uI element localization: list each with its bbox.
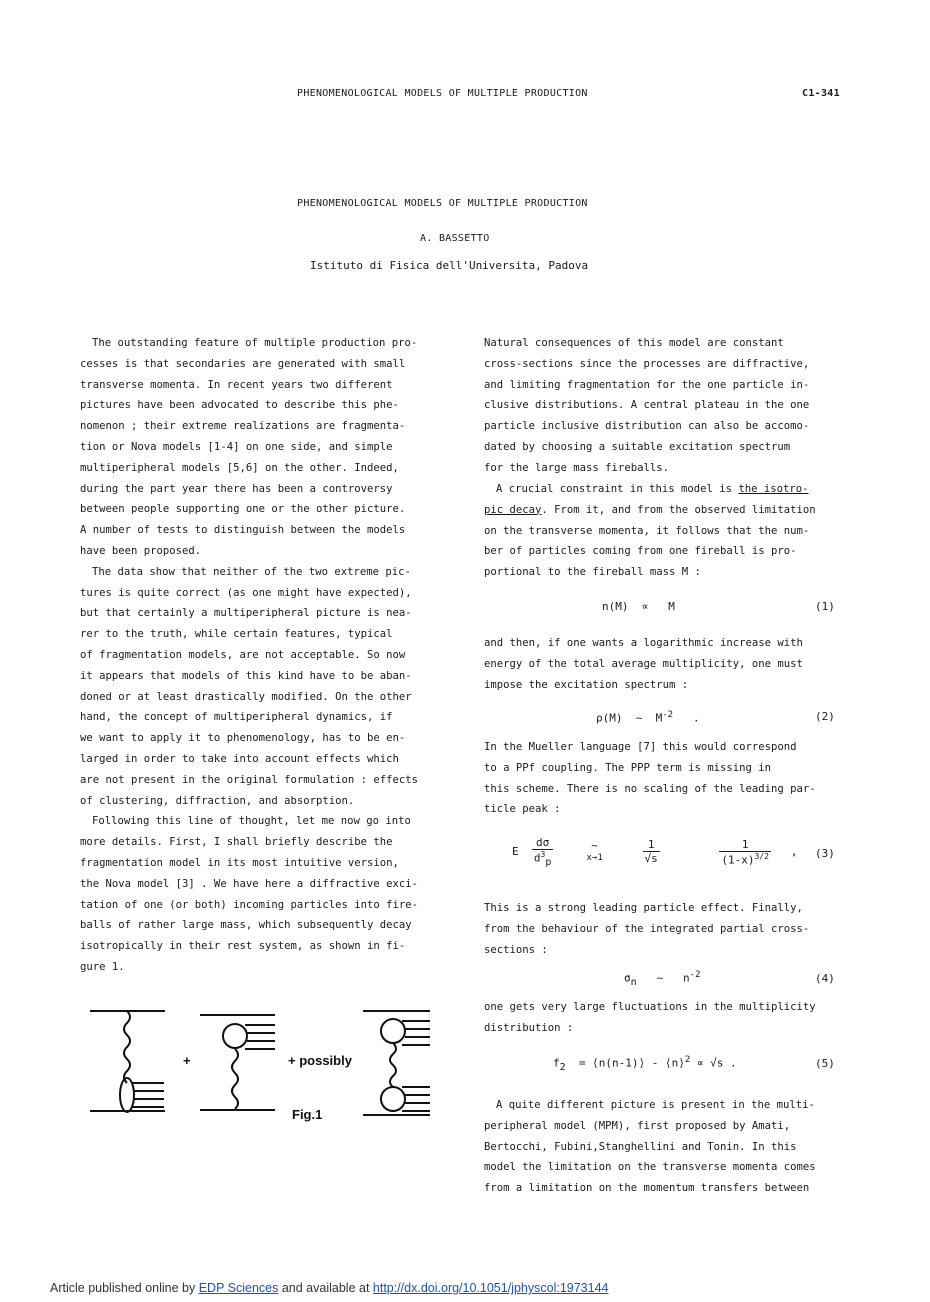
text-line: peripheral model (MPM), first proposed by Amati,	[484, 1119, 791, 1132]
text-line: from a limitation on the momentum transfers between	[484, 1182, 810, 1195]
figure-1	[80, 1003, 440, 1128]
text-line: energy of the total average multiplicity, one must	[484, 657, 803, 670]
equation-1: n(M) ∝ M	[602, 600, 675, 613]
text-line: doned or at least drastically modified. On the other	[80, 690, 412, 703]
text-line: from the behaviour of the integrated partial cross-	[484, 922, 810, 935]
text-line: on the transverse momenta, it follows that the num-	[484, 524, 810, 537]
author: A. BASSETTO	[420, 233, 490, 244]
text-line: A quite different picture is present in the multi-	[496, 1099, 815, 1111]
text-line: model the limitation on the transverse momenta comes	[484, 1161, 816, 1174]
text-line: rer to the truth, while certain features, typical	[80, 628, 393, 641]
doi-link[interactable]: http://dx.doi.org/10.1051/jphyscol:1973144	[372, 1281, 609, 1295]
text-line: fragmentation model in its most intuitive version,	[80, 856, 399, 869]
text-line: tion or Nova models [1-4] on one side, and simple	[80, 440, 393, 453]
text-line: clusive distributions. A central plateau in the one	[484, 399, 810, 412]
text-line: hand, the concept of multiperipheral dynamics, if	[80, 711, 393, 724]
text-line: Bertocchi, Fubini,Stanghellini and Tonin. In this	[484, 1140, 797, 1153]
text-line: tures is quite correct (as one might have expected),	[80, 586, 412, 599]
text-line: cesses is that secondaries are generated with small	[80, 357, 406, 370]
text-line: isotropically in their rest system, as shown in fi-	[80, 940, 406, 953]
text-line: portional to the fireball mass M :	[484, 566, 701, 579]
text-line: tation of one (or both) incoming particles into fire-	[80, 898, 419, 911]
underlined-term: the isotro-	[738, 483, 809, 495]
diagram-fireball-lower	[90, 1011, 165, 1112]
text-line: this scheme. There is no scaling of the leading par-	[484, 782, 816, 795]
text-line: it appears that models of this kind have to be aban-	[80, 669, 412, 682]
diagram-double-fireball	[363, 1011, 430, 1115]
right-paragraph-1	[484, 333, 854, 479]
text-line: are not present in the original formulation : effects	[80, 773, 419, 786]
text-line: of fragmentation models, are not acceptable. So now	[80, 648, 406, 661]
affiliation: Istituto di Fisica dell'Universita, Padova	[310, 259, 589, 272]
figure-caption: Fig.1	[292, 1107, 323, 1122]
equation-1-number: (1)	[815, 600, 835, 613]
text-line: of clustering, diffraction, and absorption.	[80, 794, 355, 807]
right-paragraph-5	[484, 898, 854, 960]
text-line: particle inclusive distribution can also be accomo-	[484, 420, 810, 433]
text-line: nomenon ; their extreme realizations are fragmenta-	[80, 420, 406, 433]
text-line: have been proposed.	[80, 544, 202, 557]
text-line: pictures have been advocated to describe this phe-	[80, 399, 399, 412]
right-paragraph-2: A crucial constraint in this model is the isotro- pic decay. From it, and from the observed limitation on the transverse momenta, it follows that the num- ber of particles coming from one fireball is pro- portional to the fireball mass M :	[484, 479, 854, 583]
plus-sign-1: +	[183, 1053, 191, 1068]
text-line: Following this line of thought, let me now go into	[92, 815, 411, 828]
diagram-fireball-upper	[200, 1015, 275, 1110]
right-paragraph-7	[484, 1095, 854, 1199]
equation-2: ρ(M) ~ $M^{-2}$ .	[596, 710, 700, 725]
text-line: transverse momenta. In recent years two different	[80, 378, 393, 391]
text-line: dated by choosing a suitable excitation spectrum	[484, 440, 791, 453]
text-line: The data show that neither of the two extreme pic-	[92, 565, 411, 578]
text-line: Natural consequences of this model are constant	[484, 337, 784, 349]
text-line: more details. First, I shall briefly describe the	[80, 836, 393, 849]
equation-2-number: (2)	[815, 710, 835, 723]
text-line: gure 1.	[80, 960, 125, 973]
text-line: larged in order to take into account effects which	[80, 752, 399, 765]
text-line: In the Mueller language [7] this would correspond	[484, 741, 797, 753]
running-title: PHENOMENOLOGICAL MODELS OF MULTIPLE PRODUCTION	[297, 88, 588, 99]
edp-sciences-link[interactable]: EDP Sciences	[198, 1281, 279, 1295]
text-line: ber of particles coming from one fireball is pro-	[484, 545, 797, 558]
text-line: for the large mass fireballs.	[484, 461, 669, 474]
text-line: distribution :	[484, 1021, 574, 1034]
equation-4-number: (4)	[815, 972, 835, 985]
text-line: the Nova model [3] . We have here a diffractive exci-	[80, 877, 419, 890]
text-line: multiperipheral models [5,6] on the other. Indeed,	[80, 461, 399, 474]
text-line: sections :	[484, 943, 548, 956]
text-line: we want to apply it to phenomenology, has to be en-	[80, 732, 406, 745]
equation-3: E $\frac{d\sigma}{d^3_p}$ ~ x→1 $\frac{1}{√s}$ $\frac{1}{(1-x)^{3/2}}$ ,	[512, 836, 798, 868]
right-paragraph-3	[484, 633, 854, 695]
text-line: cross-sections since the processes are diffractive,	[484, 357, 810, 370]
text-line: one gets very large fluctuations in the multiplicity	[484, 1001, 816, 1013]
text-line: to a PPf coupling. The PPP term is missing in	[484, 761, 772, 774]
text-line: The outstanding feature of multiple production pro-	[92, 337, 418, 349]
paper-title: PHENOMENOLOGICAL MODELS OF MULTIPLE PRODUCTION	[297, 198, 588, 209]
equation-5: $f_2$ = ⟨n(n-1)⟩ - ⟨n⟩$^2$ ∝ √s .	[553, 1055, 737, 1073]
right-paragraph-6	[484, 997, 854, 1039]
text-line: balls of rather large mass, which subsequently decay	[80, 919, 412, 932]
text-line: between people supporting one or the other picture.	[80, 503, 406, 516]
equation-5-number: (5)	[815, 1057, 835, 1070]
left-column	[80, 333, 460, 978]
text-line: ticle peak :	[484, 803, 561, 816]
right-paragraph-4	[484, 737, 854, 820]
text-line: This is a strong leading particle effect. Finally,	[484, 902, 803, 914]
text-line: during the part year there has been a controversy	[80, 482, 393, 495]
footer-note: Article published online by EDP Sciences and available at http://dx.doi.org/10.1051/jphyscol:1973144	[50, 1281, 609, 1295]
equation-3-number: (3)	[815, 847, 835, 860]
page-id: C1-341	[802, 88, 840, 99]
plus-possibly-label: + possibly	[288, 1053, 352, 1068]
text-line: A number of tests to distinguish between the models	[80, 524, 406, 537]
text-line: and then, if one wants a logarithmic increase with	[484, 637, 803, 649]
text-line: but that certainly a multiperipheral picture is nea-	[80, 607, 412, 620]
text-line: impose the excitation spectrum :	[484, 678, 689, 691]
equation-4: $\sigma_n$ ~ $n^{-2}$	[624, 970, 701, 988]
text-line: and limiting fragmentation for the one particle in-	[484, 378, 810, 391]
